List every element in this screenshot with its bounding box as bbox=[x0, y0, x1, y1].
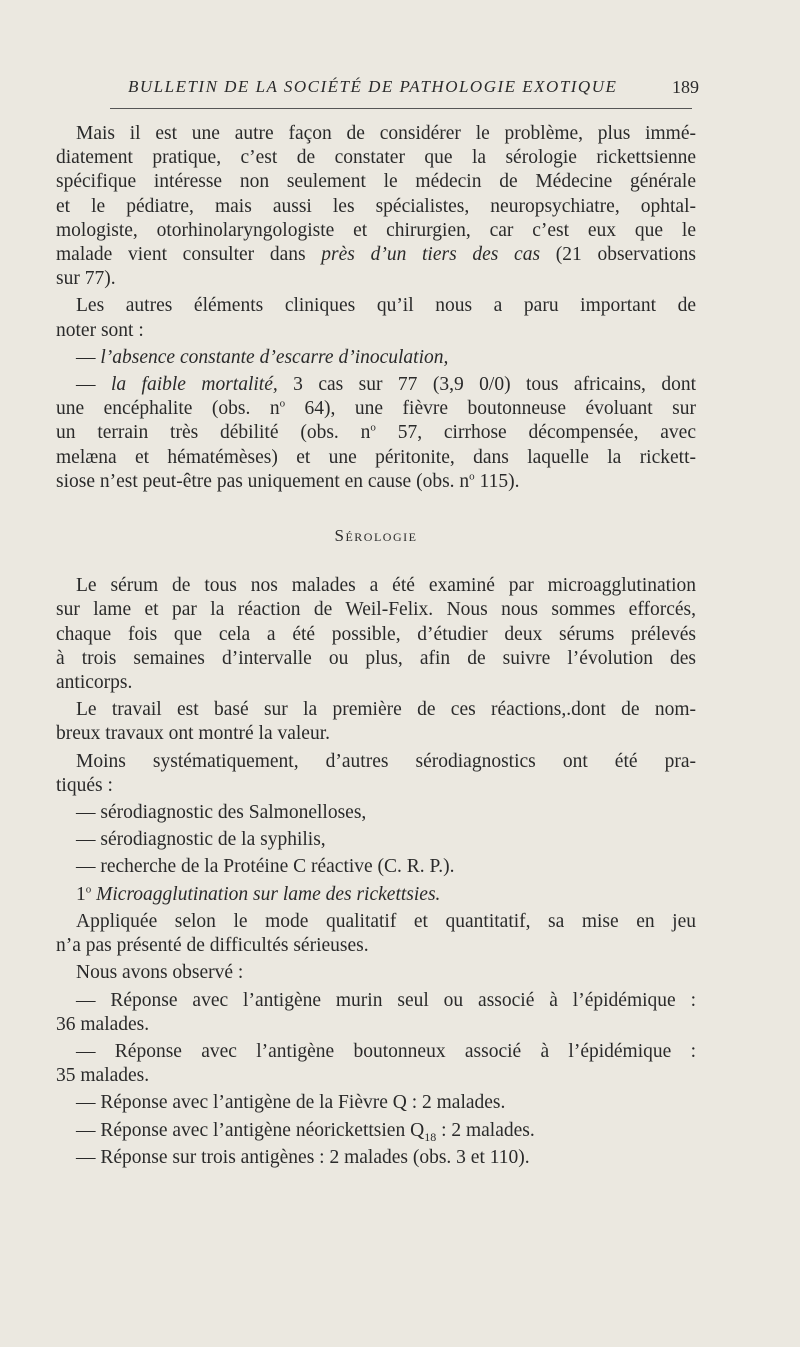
paragraph-p10 bbox=[56, 855, 696, 879]
text-line: chaque fois que cela a été possible, d’étudier deux sérums prélevés bbox=[56, 623, 696, 645]
text-line: 36 malades. bbox=[56, 1013, 150, 1035]
paragraph-p1 bbox=[56, 122, 696, 291]
text-line: tiqués : bbox=[56, 774, 113, 796]
text-line: — l’absence constante d’escarre d’inoculation, bbox=[76, 346, 449, 368]
paragraph-p9 bbox=[56, 828, 696, 852]
text-line: Appliquée selon le mode qualitatif et quantitatif, sa mise en jeu bbox=[76, 910, 696, 932]
text-line: breux travaux ont montré la valeur. bbox=[56, 723, 330, 745]
paragraph-p11 bbox=[56, 883, 696, 907]
paragraph-p14 bbox=[56, 989, 696, 1037]
text-line: spécifique intéresse non seulement le médecin de Médecine générale bbox=[56, 171, 696, 193]
paragraph-p15 bbox=[56, 1040, 696, 1088]
text-line: sur lame et par la réaction de Weil-Felix. Nous nous sommes efforcés, bbox=[56, 599, 696, 621]
section-heading: Sérologie bbox=[334, 526, 418, 546]
text-line: — Réponse avec l’antigène de la Fièvre Q : 2 malades. bbox=[76, 1092, 506, 1114]
body-text bbox=[56, 122, 696, 1173]
paragraph-p7 bbox=[56, 750, 696, 798]
text-line: 1$^o$ Microagglutination sur lame des rickettsies. bbox=[76, 883, 441, 905]
text-line: — sérodiagnostic des Salmonelloses, bbox=[76, 802, 367, 824]
paragraph-p16 bbox=[56, 1091, 696, 1115]
paragraph-p8 bbox=[56, 801, 696, 825]
text-line: Moins systématiquement, d’autres sérodiagnostics ont été pra- bbox=[76, 750, 696, 772]
text-line: à trois semaines d’intervalle ou plus, afin de suivre l’évolution des bbox=[56, 647, 696, 669]
text-line: Nous avons observé : bbox=[76, 962, 244, 984]
text-line: une encéphalite (obs. $n^o$ 64), une fièvre boutonneuse évoluant sur bbox=[56, 397, 696, 420]
text-line: — recherche de la Protéine C réactive (C. R. P.). bbox=[76, 856, 455, 878]
text-line: anticorps. bbox=[56, 672, 133, 694]
text-line: siose n’est peut-être pas uniquement en cause (obs. $n^o$ 115). bbox=[56, 470, 520, 492]
text-line: — Réponse avec l’antigène boutonneux associé à l’épidémique : bbox=[76, 1040, 696, 1062]
paragraph-p13 bbox=[56, 961, 696, 985]
text-line: — Réponse avec l’antigène murin seul ou associé à l’épidémique : bbox=[76, 989, 696, 1011]
text-line: 35 malades. bbox=[56, 1065, 150, 1087]
header-rule bbox=[110, 108, 692, 109]
text-line: n’a pas présenté de difficultés sérieuses. bbox=[56, 935, 369, 957]
text-line: malade vient consulter dans près d’un tiers des cas (21 observations bbox=[56, 244, 697, 266]
paragraph-p6 bbox=[56, 698, 696, 746]
paragraph-p12 bbox=[56, 910, 696, 958]
paragraph-p18 bbox=[56, 1146, 696, 1170]
text-line: un terrain très débilité (obs. $n^o$ 57, cirrhose décompensée, avec bbox=[56, 421, 696, 444]
running-header bbox=[0, 77, 800, 101]
text-line: — Réponse sur trois antigènes : 2 malades (obs. 3 et 110). bbox=[76, 1146, 530, 1168]
text-line: — Réponse avec l’antigène néorickettsien $Q_{18}$ : 2 malades. bbox=[76, 1119, 535, 1144]
text-line: diatement pratique, c’est de constater que la sérologie rickettsienne bbox=[56, 147, 696, 169]
running-title: BULLETIN DE LA SOCIÉTÉ DE PATHOLOGIE EXOTIQUE bbox=[128, 77, 618, 96]
text-line: — sérodiagnostic de la syphilis, bbox=[76, 829, 326, 851]
paragraph-p2 bbox=[56, 294, 696, 342]
text-line: sur 77). bbox=[56, 268, 116, 290]
text-line: Le sérum de tous nos malades a été examiné par microagglutination bbox=[76, 575, 696, 597]
text-line: noter sont : bbox=[56, 319, 144, 341]
paragraph-p17 bbox=[56, 1119, 696, 1143]
paragraph-p4 bbox=[56, 373, 696, 494]
paragraph-p3 bbox=[56, 346, 696, 370]
text-line: Les autres éléments cliniques qu’il nous a paru important de bbox=[76, 295, 696, 317]
paragraph-p5 bbox=[56, 574, 696, 695]
text-line: Mais il est une autre façon de considérer le problème, plus immé- bbox=[76, 123, 696, 144]
text-line: mologiste, otorhinolaryngologiste et chirurgien, car c’est eux que le bbox=[56, 219, 696, 241]
page-number: 189 bbox=[672, 77, 699, 97]
text-line: melæna et hématémèses) et une péritonite, dans laquelle la rickett- bbox=[56, 446, 696, 468]
text-line: et le pédiatre, mais aussi les spécialistes, neuropsychiatre, ophtal- bbox=[56, 195, 696, 217]
text-line: — la faible mortalité, 3 cas sur 77 (3,9 0/0) tous africains, dont bbox=[76, 374, 697, 396]
text-line: Le travail est basé sur la première de ces réactions,.dont de nom- bbox=[76, 699, 696, 721]
